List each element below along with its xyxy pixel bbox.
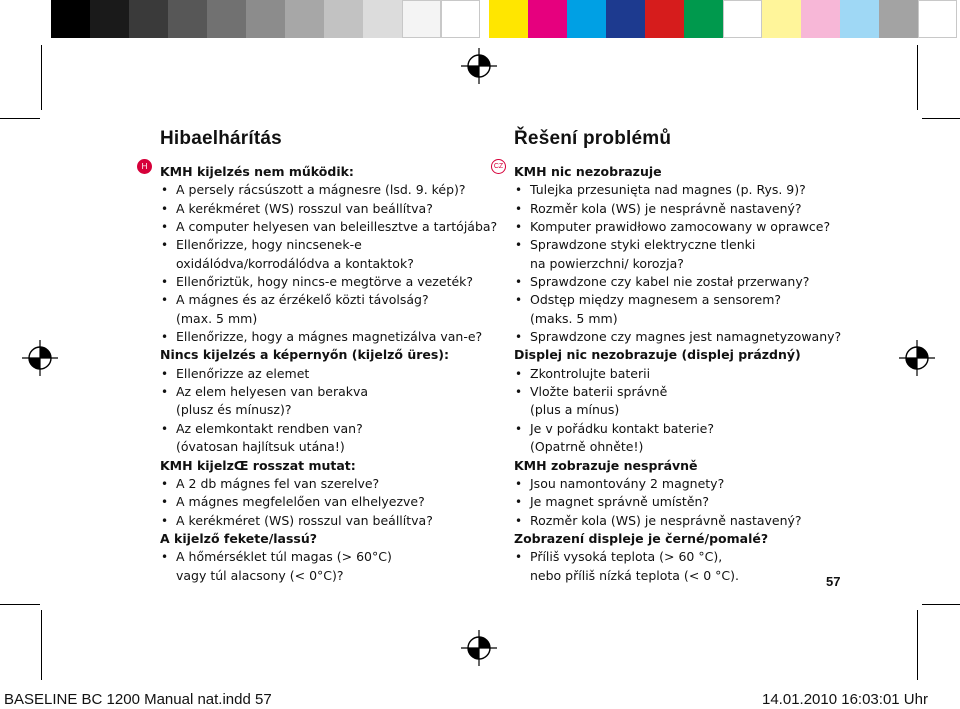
- check-item: • Ellenőrizze, hogy nincsenek-e: [160, 236, 510, 254]
- problem-heading: Zobrazení displeje je černé/pomalé?: [514, 530, 769, 546]
- color-swatch: [723, 0, 762, 38]
- check-item: • Komputer prawidłowo zamocowany w oprawce?: [514, 218, 864, 236]
- footer-datetime: 14.01.2010 16:03:01 Uhr: [762, 691, 928, 708]
- check-item: • Sprawdzone czy kabel nie został przerwany?: [514, 273, 864, 291]
- section-title-cz: Řešení problémů: [514, 128, 672, 149]
- color-swatch: [918, 0, 957, 38]
- check-item-continuation: (óvatosan hajlítsuk utána!): [176, 439, 345, 455]
- crop-mark-top-left: [41, 45, 42, 110]
- check-item: • Az elem helyesen van berakva: [160, 383, 510, 401]
- crop-mark-bottom-right: [917, 610, 918, 680]
- check-item: • Rozměr kola (WS) je nesprávně nastavený?: [514, 512, 864, 530]
- check-item: • Ellenőrizze, hogy a mágnes magnetizálva van-e?: [160, 328, 510, 346]
- grayscale-swatch: [441, 0, 480, 38]
- problem-heading: KMH zobrazuje nesprávně: [514, 457, 698, 473]
- grayscale-calibration-bar: [51, 0, 480, 38]
- check-item-continuation: na powierzchni/ korozja?: [530, 255, 684, 271]
- check-item: • Ellenőriztük, hogy nincs-e megtörve a vezeték?: [160, 273, 510, 291]
- bullet-icon: •: [515, 495, 523, 510]
- color-swatch: [567, 0, 606, 38]
- troubleshooting-column-cz: [514, 128, 864, 585]
- check-item-continuation: oxidálódva/korrodálódva a kontaktok?: [176, 255, 414, 271]
- check-item: • Sprawdzone styki elektryczne tlenki: [514, 236, 864, 254]
- check-item-continuation: (max. 5 mm): [176, 310, 258, 326]
- check-item: • Je v pořádku kontakt baterie?: [514, 420, 864, 438]
- bullet-icon: •: [515, 220, 523, 235]
- bullet-icon: •: [161, 550, 169, 565]
- troubleshooting-list-hu: [160, 163, 510, 585]
- registration-mark-left-icon: [22, 340, 58, 376]
- section-title-hu: Hibaelhárítás: [160, 128, 282, 149]
- bullet-icon: •: [515, 183, 523, 198]
- registration-mark-right-icon: [899, 340, 935, 376]
- bullet-icon: •: [161, 421, 169, 436]
- language-badge-hu: H: [137, 159, 152, 174]
- crop-mark-bottom-left-h: [0, 604, 40, 605]
- bullet-icon: •: [515, 550, 523, 565]
- registration-mark-bottom-icon: [461, 630, 497, 666]
- grayscale-swatch: [51, 0, 90, 38]
- crop-mark-top-right-h: [922, 118, 960, 119]
- bullet-icon: •: [161, 201, 169, 216]
- crop-mark-bottom-right-h: [922, 604, 960, 605]
- color-swatch: [606, 0, 645, 38]
- check-item: • Sprawdzone czy magnes jest namagnetyzowany?: [514, 328, 864, 346]
- bullet-icon: •: [161, 293, 169, 308]
- color-swatch: [879, 0, 918, 38]
- bullet-icon: •: [515, 385, 523, 400]
- check-item: • A computer helyesen van beleillesztve a tartójába?: [160, 218, 510, 236]
- check-item: • Zkontrolujte baterii: [514, 365, 864, 383]
- bullet-icon: •: [515, 238, 523, 253]
- problem-heading: Displej nic nezobrazuje (displej prázdný): [514, 347, 801, 363]
- bullet-icon: •: [515, 513, 523, 528]
- check-item: • A persely rácsúszott a mágnesre (lsd. 9. kép)?: [160, 181, 510, 199]
- grayscale-swatch: [324, 0, 363, 38]
- problem-heading: A kijelző fekete/lassú?: [160, 530, 318, 546]
- problem-heading: KMH nic nezobrazuje: [514, 164, 662, 179]
- check-item: • Příliš vysoká teplota (> 60 °C),: [514, 548, 864, 566]
- check-item: • Je magnet správně umístěn?: [514, 493, 864, 511]
- check-item: • Vložte baterii správně: [514, 383, 864, 401]
- check-item-continuation: vagy túl alacsony (< 0°C)?: [176, 567, 344, 583]
- crop-mark-top-right: [917, 45, 918, 110]
- bullet-icon: •: [515, 421, 523, 436]
- color-swatch: [528, 0, 567, 38]
- color-swatch: [840, 0, 879, 38]
- check-item-continuation: nebo příliš nízká teplota (< 0 °C).: [530, 567, 740, 583]
- check-item: • Az elemkontakt rendben van?: [160, 420, 510, 438]
- problem-heading: Nincs kijelzés a képernyőn (kijelző üres):: [160, 347, 450, 363]
- bullet-icon: •: [161, 385, 169, 400]
- page-number: 57: [826, 574, 841, 589]
- bullet-icon: •: [161, 476, 169, 491]
- bullet-icon: •: [161, 513, 169, 528]
- check-item: • Ellenőrizze az elemet: [160, 365, 510, 383]
- bullet-icon: •: [515, 201, 523, 216]
- grayscale-swatch: [285, 0, 324, 38]
- color-swatch: [762, 0, 801, 38]
- check-item: • A hőmérséklet túl magas (> 60°C): [160, 548, 510, 566]
- crop-mark-bottom-left: [41, 610, 42, 680]
- bullet-icon: •: [515, 275, 523, 290]
- check-item-continuation: (maks. 5 mm): [530, 310, 618, 326]
- check-item: • A kerékméret (WS) rosszul van beállítva?: [160, 512, 510, 530]
- color-swatch: [489, 0, 528, 38]
- problem-heading: KMH kijelzŒ rosszat mutat:: [160, 457, 356, 473]
- color-swatch: [801, 0, 840, 38]
- check-item-continuation: (plus a mínus): [530, 402, 620, 418]
- bullet-icon: •: [515, 330, 523, 345]
- bullet-icon: •: [161, 330, 169, 345]
- bullet-icon: •: [161, 183, 169, 198]
- grayscale-swatch: [363, 0, 402, 38]
- grayscale-swatch: [207, 0, 246, 38]
- grayscale-swatch: [246, 0, 285, 38]
- bullet-icon: •: [161, 238, 169, 253]
- bullet-icon: •: [161, 220, 169, 235]
- bullet-icon: •: [515, 476, 523, 491]
- grayscale-swatch: [90, 0, 129, 38]
- grayscale-swatch: [402, 0, 441, 38]
- check-item: • A mágnes megfelelően van elhelyezve?: [160, 493, 510, 511]
- language-badge-cz: CZ: [491, 159, 506, 174]
- troubleshooting-list-cz: [514, 163, 864, 585]
- check-item: • A 2 db mágnes fel van szerelve?: [160, 475, 510, 493]
- registration-mark-top-icon: [461, 48, 497, 84]
- bullet-icon: •: [161, 495, 169, 510]
- check-item: • Odstęp między magnesem a sensorem?: [514, 291, 864, 309]
- check-item: • Tulejka przesunięta nad magnes (p. Rys. 9)?: [514, 181, 864, 199]
- bullet-icon: •: [161, 366, 169, 381]
- check-item: • Jsou namontovány 2 magnety?: [514, 475, 864, 493]
- check-item: • A kerékméret (WS) rosszul van beállítva?: [160, 200, 510, 218]
- color-swatch: [684, 0, 723, 38]
- grayscale-swatch: [168, 0, 207, 38]
- check-item-continuation: (Opatrně ohněte!): [530, 439, 644, 455]
- footer-filename: BASELINE BC 1200 Manual nat.indd 57: [4, 691, 272, 708]
- check-item-continuation: (plusz és mínusz)?: [176, 402, 292, 418]
- color-calibration-bar: [489, 0, 957, 38]
- bullet-icon: •: [515, 366, 523, 381]
- check-item: • Rozměr kola (WS) je nesprávně nastavený?: [514, 200, 864, 218]
- bullet-icon: •: [515, 293, 523, 308]
- troubleshooting-column-hu: [160, 128, 510, 585]
- bullet-icon: •: [161, 275, 169, 290]
- grayscale-swatch: [129, 0, 168, 38]
- check-item: • A mágnes és az érzékelő közti távolság?: [160, 291, 510, 309]
- color-swatch: [645, 0, 684, 38]
- crop-mark-top-left-h: [0, 118, 40, 119]
- problem-heading: KMH kijelzés nem működik:: [160, 164, 354, 179]
